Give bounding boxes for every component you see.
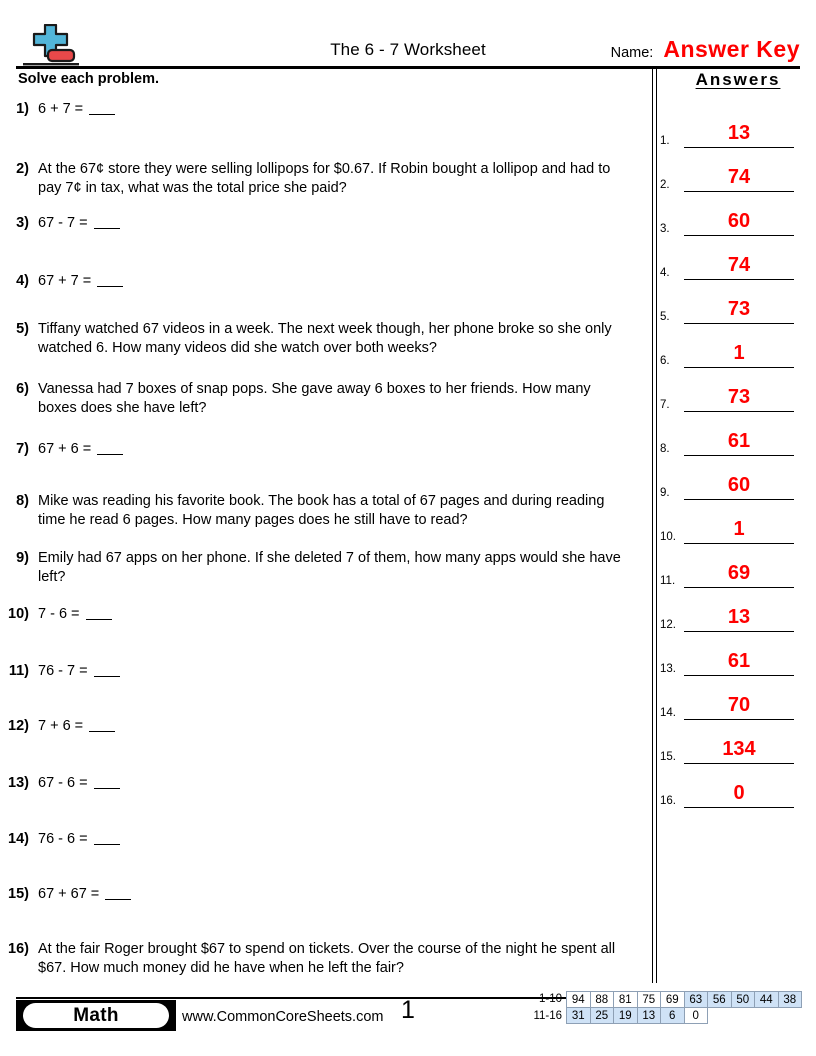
problem-item — [0, 830, 624, 849]
answer-index: 15. — [660, 751, 676, 763]
problem-item — [0, 662, 624, 681]
page-number: 1 — [401, 996, 415, 1024]
answer-value: 1 — [733, 342, 745, 364]
score-cell: 25 — [590, 1007, 615, 1024]
problem-text — [38, 214, 624, 233]
problem-number: 2) — [16, 161, 29, 177]
problem-item — [0, 320, 624, 358]
answer-blank[interactable] — [97, 454, 123, 455]
problem-statement: 6 + 7 = — [38, 101, 88, 117]
score-cell-empty — [778, 1007, 803, 1024]
answer-blank[interactable] — [97, 286, 123, 287]
problem-statement: Tiffany watched 67 videos in a week. The next week though, her phone broke so she only watched 6. How many videos did she watch over both weeks? — [38, 321, 612, 356]
problem-statement: 76 - 7 = — [38, 663, 92, 679]
answer-row — [660, 720, 810, 764]
problem-text — [38, 885, 624, 904]
problem-item — [0, 440, 624, 459]
name-label: Name: — [610, 45, 654, 61]
answer-index: 10. — [660, 531, 676, 543]
problem-text — [38, 605, 624, 624]
problem-number: 16) — [8, 941, 29, 957]
problem-item — [0, 885, 624, 904]
problem-number: 15) — [8, 886, 29, 902]
answer-line[interactable] — [684, 807, 794, 808]
score-cell: 31 — [566, 1007, 591, 1024]
answer-blank[interactable] — [89, 114, 115, 115]
answer-value: 60 — [727, 474, 751, 496]
problem-number: 10) — [8, 606, 29, 622]
problem-number: 7) — [16, 441, 29, 457]
answer-index: 11. — [660, 575, 676, 587]
answer-value: 70 — [727, 694, 751, 716]
problem-number: 6) — [16, 381, 29, 397]
problem-text — [38, 100, 624, 119]
problem-number: 3) — [16, 215, 29, 231]
subject-badge-label: Math — [23, 1003, 169, 1028]
answer-index: 13. — [660, 663, 676, 675]
score-table — [521, 991, 802, 1025]
header-divider-rule — [16, 66, 800, 69]
problem-statement: 7 - 6 = — [38, 606, 84, 622]
problem-text — [38, 662, 624, 681]
answer-row — [660, 280, 810, 324]
answer-blank[interactable] — [94, 676, 120, 677]
problem-item — [0, 717, 624, 736]
problem-number: 9) — [16, 550, 29, 566]
score-cell: 88 — [590, 991, 615, 1008]
answer-row — [660, 676, 810, 720]
answer-index: 9. — [660, 487, 670, 499]
score-row — [521, 1008, 802, 1025]
score-cell-empty — [707, 1007, 732, 1024]
answer-row — [660, 324, 810, 368]
score-cell-empty — [731, 1007, 756, 1024]
answer-value: 13 — [727, 122, 751, 144]
problem-text — [38, 492, 624, 530]
answer-index: 3. — [660, 223, 670, 235]
score-cell: 75 — [637, 991, 662, 1008]
score-cell-group — [567, 1008, 802, 1025]
answer-row — [660, 456, 810, 500]
page-title: The 6 - 7 Worksheet — [330, 40, 486, 59]
site-url: www.CommonCoreSheets.com — [182, 1009, 384, 1025]
answer-value: 1 — [733, 518, 745, 540]
answer-index: 14. — [660, 707, 676, 719]
answers-column-heading: Answers — [695, 70, 781, 89]
score-cell: 69 — [660, 991, 685, 1008]
answer-value: 74 — [727, 166, 751, 188]
answer-row — [660, 192, 810, 236]
problem-statement: Vanessa had 7 boxes of snap pops. She gave away 6 boxes to her friends. How many boxes does she have left? — [38, 381, 591, 416]
answer-row — [660, 632, 810, 676]
problem-item — [0, 380, 624, 418]
problem-number: 11) — [8, 663, 29, 679]
score-cell: 94 — [566, 991, 591, 1008]
score-cell: 6 — [660, 1007, 685, 1024]
answer-key-list — [660, 104, 810, 808]
problem-item — [0, 214, 624, 233]
problem-statement: 67 - 6 = — [38, 775, 92, 791]
instruction-text: Solve each problem. — [18, 71, 160, 87]
problem-list — [0, 92, 648, 976]
problem-statement: 76 - 6 = — [38, 831, 92, 847]
answer-blank[interactable] — [94, 228, 120, 229]
answer-row — [660, 236, 810, 280]
problem-text — [38, 440, 624, 459]
problem-item — [0, 492, 624, 530]
problem-number: 1) — [16, 101, 29, 117]
score-cell: 63 — [684, 991, 709, 1008]
score-cell: 50 — [731, 991, 756, 1008]
answer-blank[interactable] — [105, 899, 131, 900]
answer-row — [660, 104, 810, 148]
problem-text — [38, 830, 624, 849]
problem-text — [38, 717, 624, 736]
problem-item — [0, 100, 624, 119]
problem-statement: 67 - 7 = — [38, 215, 92, 231]
answer-value: 73 — [727, 386, 751, 408]
score-cell-empty — [754, 1007, 779, 1024]
answer-row — [660, 368, 810, 412]
problem-number: 8) — [16, 493, 29, 509]
answer-row — [660, 588, 810, 632]
answer-value: 74 — [727, 254, 751, 276]
answer-blank[interactable] — [94, 844, 120, 845]
score-cell: 19 — [613, 1007, 638, 1024]
score-cell-group — [567, 991, 802, 1008]
column-divider — [652, 68, 657, 983]
problem-statement: 67 + 67 = — [38, 886, 104, 902]
problem-number: 12) — [8, 718, 29, 734]
problem-number: 4) — [16, 273, 29, 289]
score-cell: 56 — [707, 991, 732, 1008]
problem-number: 14) — [8, 831, 29, 847]
problem-text — [38, 272, 624, 291]
score-cell: 44 — [754, 991, 779, 1008]
problem-statement: 7 + 6 = — [38, 718, 88, 734]
problem-statement: At the fair Roger brought $67 to spend on tickets. Over the course of the night he spent all $67. How much money did he have when he left the fair? — [38, 941, 616, 976]
answer-value: 13 — [727, 606, 751, 628]
answer-row — [660, 764, 810, 808]
score-cell: 38 — [778, 991, 803, 1008]
answer-value: 0 — [733, 782, 745, 804]
answer-value: 61 — [727, 650, 751, 672]
problem-number: 5) — [16, 321, 29, 337]
answer-index: 12. — [660, 619, 676, 631]
answer-row — [660, 148, 810, 192]
answer-row — [660, 500, 810, 544]
answer-index: 6. — [660, 355, 670, 367]
answer-value: 61 — [727, 430, 751, 452]
problem-item — [0, 940, 624, 978]
problem-item — [0, 160, 624, 198]
answer-value: 134 — [722, 738, 756, 760]
answer-value: 60 — [727, 210, 751, 232]
problem-item — [0, 549, 624, 587]
problem-text — [38, 160, 624, 198]
problem-statement: At the 67¢ store they were selling lollipops for $0.67. If Robin bought a lollipop and had to pay 7¢ in tax, what was the total price she paid? — [38, 161, 611, 196]
score-cell: 13 — [637, 1007, 662, 1024]
score-cell: 81 — [613, 991, 638, 1008]
problem-item — [0, 774, 624, 793]
answer-value: 69 — [727, 562, 751, 584]
answer-index: 2. — [660, 179, 670, 191]
score-row — [521, 991, 802, 1008]
problem-text — [38, 549, 624, 587]
problem-statement: Emily had 67 apps on her phone. If she deleted 7 of them, how many apps would she have left? — [38, 550, 621, 585]
answer-row — [660, 412, 810, 456]
answer-blank[interactable] — [86, 619, 112, 620]
answer-index: 5. — [660, 311, 670, 323]
answer-blank[interactable] — [89, 731, 115, 732]
problem-statement: 67 + 7 = — [38, 273, 96, 289]
answer-row — [660, 544, 810, 588]
answer-value: 73 — [727, 298, 751, 320]
problem-statement: 67 + 6 = — [38, 441, 96, 457]
score-row-label: 11-16 — [533, 1010, 562, 1022]
answer-blank[interactable] — [94, 788, 120, 789]
answer-index: 7. — [660, 399, 670, 411]
name-value: Answer Key — [663, 36, 800, 62]
problem-text — [38, 774, 624, 793]
score-row-label: 1-10 — [538, 993, 562, 1005]
answer-index: 1. — [660, 135, 670, 147]
answer-index: 8. — [660, 443, 670, 455]
problem-text — [38, 380, 624, 418]
problem-number: 13) — [8, 775, 29, 791]
problem-text — [38, 940, 624, 978]
problem-statement: Mike was reading his favorite book. The book has a total of 67 pages and during reading time he read 6 pages. How many pages does he still have to read? — [38, 493, 605, 528]
score-cell: 0 — [684, 1007, 709, 1024]
name-field-group — [611, 36, 800, 63]
problem-text — [38, 320, 624, 358]
answer-index: 16. — [660, 795, 676, 807]
problem-item — [0, 272, 624, 291]
answer-index: 4. — [660, 267, 670, 279]
problem-item — [0, 605, 624, 624]
worksheet-header — [0, 0, 816, 68]
